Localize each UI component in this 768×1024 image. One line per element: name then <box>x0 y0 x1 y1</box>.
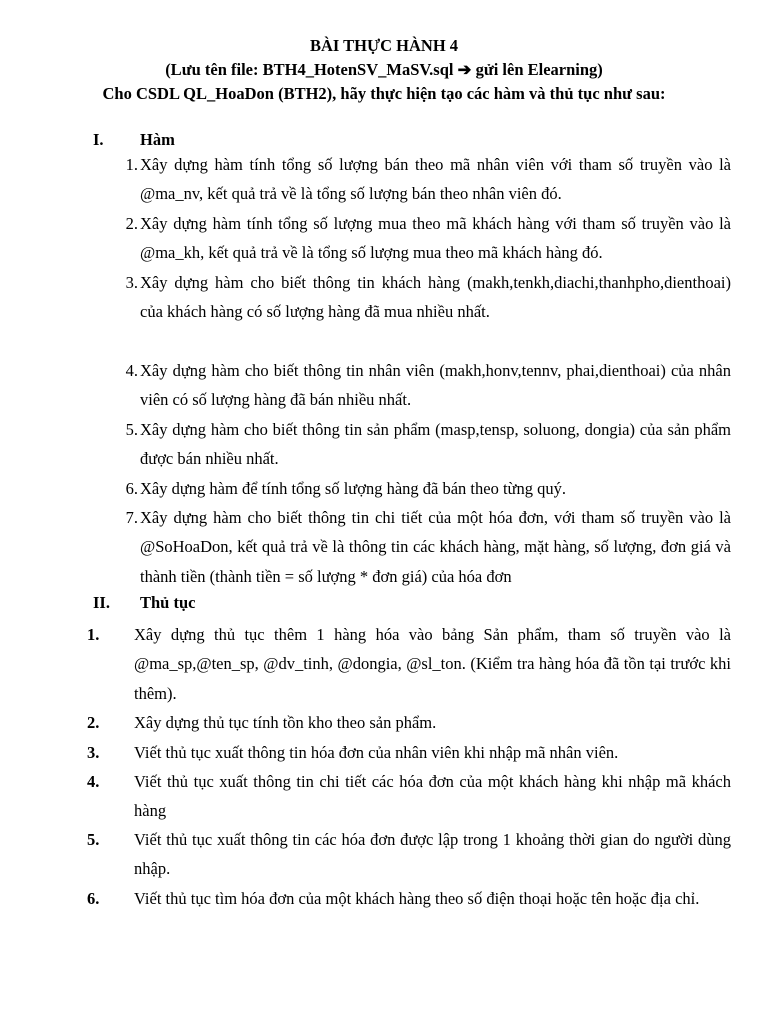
item-text: Xây dựng hàm tính tổng số lượng mua theo mã khách hàng với tham số truyền vào là @ma_kh, kết quả trả về là tổng số lượng mua theo mã khách hàng đó. <box>140 214 731 263</box>
item-number: 3. <box>125 273 138 292</box>
document-header <box>0 34 768 106</box>
item-text: Xây dựng hàm tính tổng số lượng bán theo mã nhân viên với tham số truyền vào là @ma_nv, kết quả trả về là tổng số lượng bán theo nhân viên đó. <box>140 155 731 204</box>
item-text: Viết thủ tục xuất thông tin hóa đơn của nhân viên khi nhập mã nhân viên. <box>134 743 619 762</box>
section-heading <box>93 591 293 615</box>
item-number: 4. <box>125 361 138 380</box>
section-numeral: I. <box>93 130 104 149</box>
section-title: Hàm <box>140 130 175 149</box>
item-number: 4. <box>87 772 100 791</box>
section-title: Thủ tục <box>140 593 196 612</box>
item-number: 7. <box>125 508 138 527</box>
item-number: 2. <box>125 214 138 233</box>
item-number: 5. <box>125 420 138 439</box>
item-number: 3. <box>87 743 100 762</box>
section-heading <box>93 128 293 152</box>
item-number: 1. <box>87 625 100 644</box>
item-text: Viết thủ tục xuất thông tin các hóa đơn được lập trong 1 khoảng thời gian do người dùng nhập. <box>134 830 731 879</box>
item-number: 2. <box>87 713 100 732</box>
item-text: Xây dựng thủ tục thêm 1 hàng hóa vào bảng Sản phẩm, tham số truyền vào là @ma_sp,@ten_sp, @dv_tinh, @dongia, @sl_ton. (Kiểm tra hàng hóa đã tồn tại trước khi thêm). <box>134 625 731 703</box>
document-title: BÀI THỰC HÀNH 4 <box>309 36 459 55</box>
item-number: 6. <box>87 889 100 908</box>
item-text: Xây dựng hàm cho biết thông tin sản phẩm (masp,tensp, soluong, dongia) của sản phẩm được bán nhiều nhất. <box>140 420 731 469</box>
intro-line: Cho CSDL QL_HoaDon (BTH2), hãy thực hiện tạo các hàm và thủ tục như sau: <box>102 84 666 103</box>
item-text: Viết thủ tục tìm hóa đơn của một khách hàng theo số điện thoại hoặc tên hoặc địa chỉ. <box>134 889 700 908</box>
submit-instruction-text: gửi lên Elearning) <box>475 60 603 79</box>
item-number: 1. <box>125 155 138 174</box>
item-text: Xây dựng hàm cho biết thông tin chi tiết của một hóa đơn, với tham số truyền vào là @SoHoaDon, kết quả trả về là thông tin các khách hàng, mặt hàng, số lượng, đơn giá và thành tiền (thành tiền = số lượng * đơn giá) của hóa đơn <box>140 508 731 586</box>
item-number: 6. <box>125 479 138 498</box>
item-text: Xây dựng hàm cho biết thông tin khách hàng (makh,tenkh,diachi,thanhpho,dienthoai) của khách hàng có số lượng hàng đã mua nhiều nhất. <box>140 273 731 322</box>
item-text: Xây dựng thủ tục tính tồn kho theo sản phẩm. <box>134 713 437 732</box>
item-text: Xây dựng hàm để tính tổng số lượng hàng đã bán theo từng quý. <box>140 479 566 498</box>
item-text: Xây dựng hàm cho biết thông tin nhân viên (makh,honv,tennv, phai,dienthoai) của nhân viên có số lượng hàng đã bán nhiều nhất. <box>140 361 731 410</box>
file-naming-instruction <box>0 58 768 82</box>
section-numeral: II. <box>93 593 110 612</box>
item-number: 5. <box>87 830 100 849</box>
file-name-text: (Lưu tên file: BTH4_HotenSV_MaSV.sql <box>165 60 454 79</box>
arrow-right-icon: ➔ <box>457 60 472 79</box>
item-text: Viết thủ tục xuất thông tin chi tiết các hóa đơn của một khách hàng khi nhập mã khách hàng <box>134 772 731 821</box>
